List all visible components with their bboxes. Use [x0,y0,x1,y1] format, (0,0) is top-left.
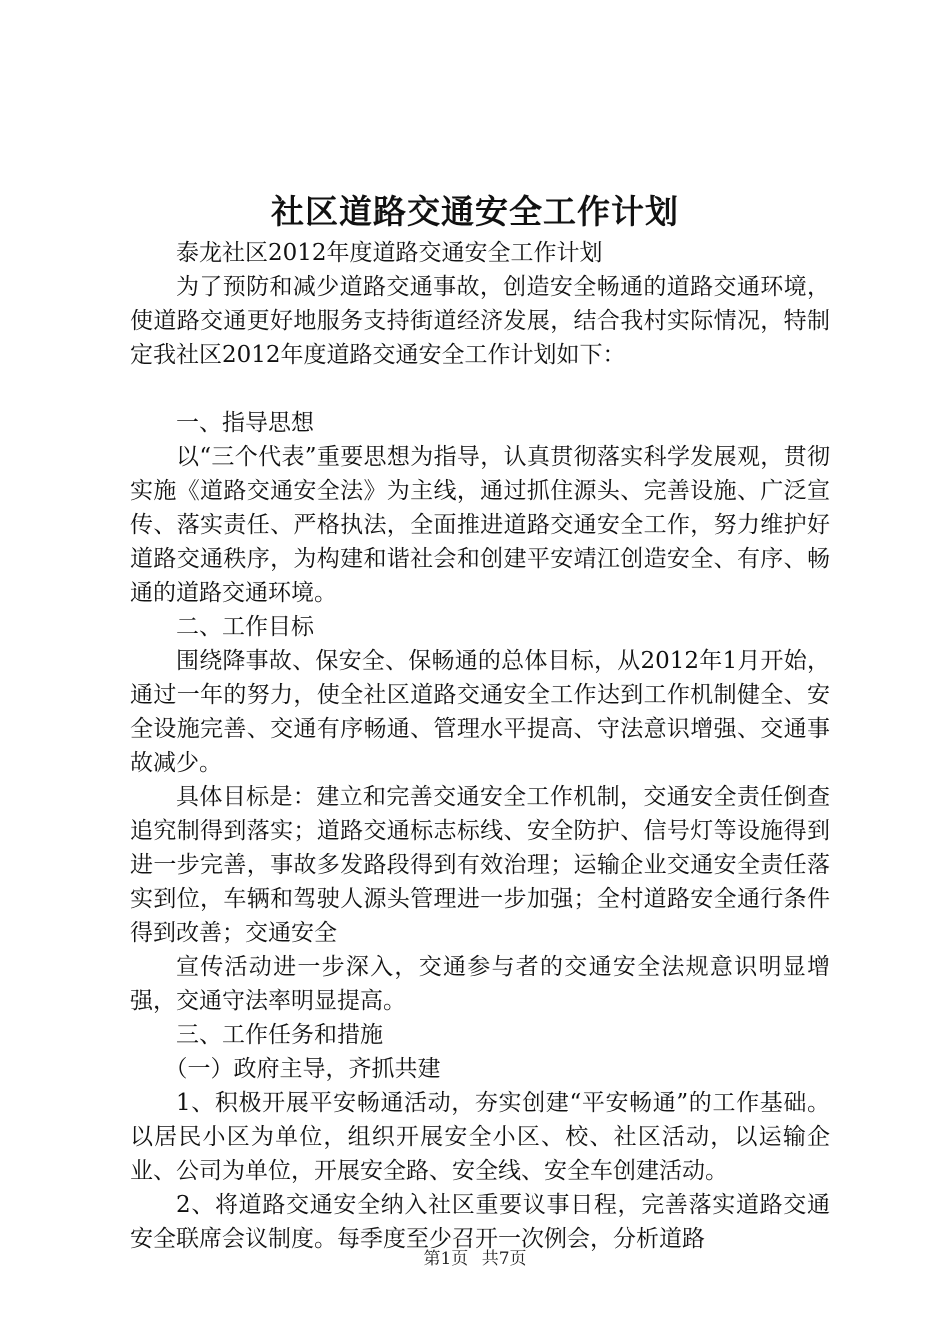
page-total: 共7页 [481,1249,527,1269]
page-number: 第1页 [423,1249,469,1269]
heading-guiding-thought: 一、指导思想 [176,410,314,436]
page-footer [0,1244,950,1269]
heading-tasks-measures: 三、工作任务和措施 [176,1022,383,1048]
subheading-government-led: （一）政府主导，齐抓共建 [164,1056,441,1082]
paragraph-work-goals: 围绕降事故、保安全、保畅通的总体目标，从2012年1月开始，通过一年的努力，使全社区道路交通安全工作达到工作机制健全、安全设施完善、交通有序畅通、管理水平提高、守法意识增强、交通事故减少。 [130,648,830,776]
paragraph-task-1: 1、积极开展平安畅通活动，夯实创建“平安畅通”的工作基础。以居民小区为单位，组织开展安全小区、校、社区活动，以运输企业、公司为单位，开展安全路、安全线、安全车创建活动。 [130,1090,830,1184]
document-body [130,236,830,1256]
paragraph-gap [130,372,830,406]
paragraph-plan-name: 泰龙社区2012年度道路交通安全工作计划 [176,240,603,266]
paragraph-guiding-thought: 以“三个代表”重要思想为指导，认真贯彻落实科学发展观，贯彻实施《道路交通安全法》为主线，通过抓住源头、完善设施、广泛宣传、落实责任、严格执法，全面推进道路交通安全工作，努力维护好道路交通秩序，为构建和谐社会和创建平安靖江创造安全、有序、畅通的道路交通环境。 [130,444,830,606]
document-title: 社区道路交通安全工作计划 [271,192,679,231]
paragraph-task-2: 2、将道路交通安全纳入社区重要议事日程，完善落实道路交通安全联席会议制度。每季度至少召开一次例会，分析道路 [130,1192,830,1252]
paragraph-specific-goals: 具体目标是：建立和完善交通安全工作机制，交通安全责任倒查追究制得到落实；道路交通标志标线、安全防护、信号灯等设施得到进一步完善，事故多发路段得到有效治理；运输企业交通安全责任落实到位，车辆和驾驶人源头管理进一步加强；全村道路安全通行条件得到改善；交通安全 [130,784,830,946]
paragraph-intro: 为了预防和减少道路交通事故，创造安全畅通的道路交通环境，使道路交通更好地服务支持街道经济发展，结合我村实际情况，特制定我社区2012年度道路交通安全工作计划如下： [130,274,830,368]
heading-work-goals: 二、工作目标 [176,614,314,640]
paragraph-publicity: 宣传活动进一步深入，交通参与者的交通安全法规意识明显增强，交通守法率明显提高。 [130,954,830,1014]
